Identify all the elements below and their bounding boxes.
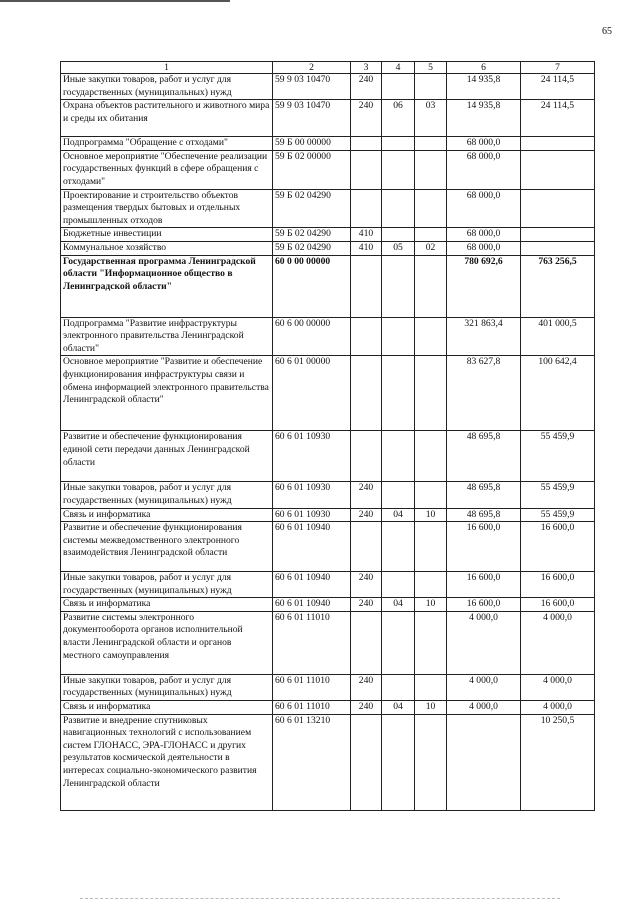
table-row <box>61 701 595 715</box>
row-col5: 10 <box>415 701 447 715</box>
row-name: Основное мероприятие "Развитие и обеспечение функционирования инфраструктуры связи и обмена информацией электронного правительства Ленинградской области" <box>61 356 273 431</box>
top-rule <box>0 0 230 2</box>
row-code: 60 6 01 10940 <box>273 598 351 612</box>
table-row <box>61 317 595 356</box>
row-amount-2023: 780 692,6 <box>447 255 521 317</box>
row-name: Связь и информатика <box>61 598 273 612</box>
table-row <box>61 598 595 612</box>
row-code: 59 Б 02 04290 <box>273 189 351 228</box>
row-col4 <box>382 255 415 317</box>
table-row <box>61 508 595 522</box>
row-code: 59 Б 02 00000 <box>273 150 351 189</box>
row-code: 60 6 01 00000 <box>273 356 351 431</box>
row-col4 <box>382 189 415 228</box>
row-name: Развитие и внедрение спутниковых навигационных технологий с использованием систем ГЛОНАСС, ЭРА-ГЛОНАСС и других результатов космической деятельности в интересах социально-экономического развития Ленинградской области <box>61 714 273 810</box>
column-header: 2 <box>273 62 351 74</box>
row-col3: 240 <box>351 482 382 508</box>
table-row <box>61 714 595 810</box>
row-amount-2023: 16 600,0 <box>447 522 521 572</box>
row-col5: 03 <box>415 100 447 137</box>
column-header: 1 <box>61 62 273 74</box>
row-code: 60 6 01 13210 <box>273 714 351 810</box>
row-amount-2023: 68 000,0 <box>447 189 521 228</box>
row-amount-2024: 55 459,9 <box>521 482 595 508</box>
row-amount-2023: 4 000,0 <box>447 674 521 700</box>
row-col4 <box>382 674 415 700</box>
table-row <box>61 189 595 228</box>
row-name: Связь и информатика <box>61 701 273 715</box>
row-name: Коммунальное хозяйство <box>61 241 273 255</box>
row-col3: 410 <box>351 241 382 255</box>
row-col4 <box>382 611 415 674</box>
row-amount-2024: 16 600,0 <box>521 572 595 598</box>
table-row <box>61 431 595 482</box>
row-col4 <box>382 137 415 151</box>
row-col4 <box>382 522 415 572</box>
row-name: Охрана объектов растительного и животного мира и среды их обитания <box>61 100 273 137</box>
row-code: 60 6 01 10930 <box>273 482 351 508</box>
table-row <box>61 611 595 674</box>
table-row <box>61 74 595 100</box>
row-name: Подпрограмма "Развитие инфраструктуры электронного правительства Ленинградской области" <box>61 317 273 356</box>
table-row <box>61 522 595 572</box>
column-header: 4 <box>382 62 415 74</box>
row-name: Государственная программа Ленинградской области "Информационное общество в Ленинградской области" <box>61 255 273 317</box>
row-code: 60 6 01 11010 <box>273 611 351 674</box>
row-code: 60 0 00 00000 <box>273 255 351 317</box>
row-amount-2024: 24 114,5 <box>521 74 595 100</box>
row-code: 60 6 01 11010 <box>273 701 351 715</box>
row-code: 59 9 03 10470 <box>273 100 351 137</box>
row-col3: 240 <box>351 74 382 100</box>
row-col5: 10 <box>415 598 447 612</box>
row-name: Связь и информатика <box>61 508 273 522</box>
row-amount-2024 <box>521 241 595 255</box>
row-col5 <box>415 482 447 508</box>
row-col3: 240 <box>351 701 382 715</box>
row-col5 <box>415 228 447 242</box>
row-col5 <box>415 714 447 810</box>
row-col5 <box>415 572 447 598</box>
row-col3 <box>351 150 382 189</box>
row-code: 59 Б 00 00000 <box>273 137 351 151</box>
row-name: Иные закупки товаров, работ и услуг для государственных (муниципальных) нужд <box>61 572 273 598</box>
row-amount-2023: 14 935,8 <box>447 74 521 100</box>
row-code: 60 6 01 10930 <box>273 508 351 522</box>
row-name: Развитие системы электронного документооборота органов исполнительной власти Ленинградской области и органов местного самоуправления <box>61 611 273 674</box>
row-col5 <box>415 356 447 431</box>
row-col4 <box>382 356 415 431</box>
row-code: 59 Б 02 04290 <box>273 241 351 255</box>
row-amount-2023: 48 695,8 <box>447 508 521 522</box>
row-col3 <box>351 137 382 151</box>
row-col3: 240 <box>351 598 382 612</box>
table-row <box>61 228 595 242</box>
row-amount-2024: 401 000,5 <box>521 317 595 356</box>
row-col3 <box>351 611 382 674</box>
row-col3: 410 <box>351 228 382 242</box>
table-body <box>61 74 595 811</box>
row-col5 <box>415 150 447 189</box>
row-col3: 240 <box>351 674 382 700</box>
row-amount-2024: 4 000,0 <box>521 674 595 700</box>
row-col4 <box>382 74 415 100</box>
table-row <box>61 255 595 317</box>
row-amount-2023 <box>447 714 521 810</box>
row-amount-2024 <box>521 189 595 228</box>
row-amount-2024 <box>521 228 595 242</box>
row-col4 <box>382 150 415 189</box>
row-amount-2024 <box>521 137 595 151</box>
row-col5 <box>415 74 447 100</box>
column-header: 6 <box>447 62 521 74</box>
row-amount-2024: 4 000,0 <box>521 701 595 715</box>
row-col5 <box>415 189 447 228</box>
row-col3 <box>351 356 382 431</box>
row-code: 60 6 00 00000 <box>273 317 351 356</box>
page-number: 65 <box>602 26 612 37</box>
table-row <box>61 100 595 137</box>
header-row <box>61 62 595 74</box>
row-name: Проектирование и строительство объектов размещения твердых бытовых и отдельных промышленных отходов <box>61 189 273 228</box>
table-row <box>61 150 595 189</box>
column-header: 5 <box>415 62 447 74</box>
row-col5 <box>415 255 447 317</box>
row-amount-2024: 55 459,9 <box>521 508 595 522</box>
row-code: 60 6 01 10940 <box>273 572 351 598</box>
row-col3: 240 <box>351 100 382 137</box>
row-col5: 10 <box>415 508 447 522</box>
row-col4: 05 <box>382 241 415 255</box>
row-amount-2023: 4 000,0 <box>447 611 521 674</box>
row-col4 <box>382 482 415 508</box>
row-col4 <box>382 228 415 242</box>
row-amount-2024: 24 114,5 <box>521 100 595 137</box>
row-amount-2023: 83 627,8 <box>447 356 521 431</box>
row-col3 <box>351 522 382 572</box>
bottom-rule <box>80 898 560 900</box>
row-col4 <box>382 431 415 482</box>
table-row <box>61 674 595 700</box>
row-amount-2024: 100 642,4 <box>521 356 595 431</box>
column-header: 7 <box>521 62 595 74</box>
row-amount-2023: 68 000,0 <box>447 228 521 242</box>
row-code: 60 6 01 10930 <box>273 431 351 482</box>
row-name: Иные закупки товаров, работ и услуг для государственных (муниципальных) нужд <box>61 674 273 700</box>
row-code: 60 6 01 10940 <box>273 522 351 572</box>
row-col4: 04 <box>382 598 415 612</box>
row-name: Основное мероприятие "Обеспечение реализации государственных функций в сфере обращения с отходами" <box>61 150 273 189</box>
row-col3: 240 <box>351 508 382 522</box>
row-col3: 240 <box>351 572 382 598</box>
row-col5: 02 <box>415 241 447 255</box>
column-header: 3 <box>351 62 382 74</box>
row-code: 59 9 03 10470 <box>273 74 351 100</box>
row-amount-2024: 55 459,9 <box>521 431 595 482</box>
row-amount-2023: 14 935,8 <box>447 100 521 137</box>
row-col5 <box>415 674 447 700</box>
row-amount-2024 <box>521 150 595 189</box>
row-name: Подпрограмма "Обращение с отходами" <box>61 137 273 151</box>
row-col3 <box>351 317 382 356</box>
table-row <box>61 572 595 598</box>
row-name: Бюджетные инвестиции <box>61 228 273 242</box>
budget-table <box>60 61 595 811</box>
row-amount-2023: 4 000,0 <box>447 701 521 715</box>
row-amount-2023: 16 600,0 <box>447 598 521 612</box>
row-name: Иные закупки товаров, работ и услуг для государственных (муниципальных) нужд <box>61 74 273 100</box>
row-col4 <box>382 572 415 598</box>
table-row <box>61 356 595 431</box>
row-code: 59 Б 02 04290 <box>273 228 351 242</box>
row-amount-2024: 16 600,0 <box>521 522 595 572</box>
row-amount-2024: 16 600,0 <box>521 598 595 612</box>
table-row <box>61 137 595 151</box>
row-name: Развитие и обеспечение функционирования системы межведомственного электронного взаимодействия Ленинградской области <box>61 522 273 572</box>
row-col5 <box>415 137 447 151</box>
row-col3 <box>351 714 382 810</box>
row-amount-2023: 321 863,4 <box>447 317 521 356</box>
row-col4 <box>382 714 415 810</box>
table-row <box>61 241 595 255</box>
row-col4: 06 <box>382 100 415 137</box>
row-col4 <box>382 317 415 356</box>
row-amount-2023: 48 695,8 <box>447 482 521 508</box>
row-amount-2024: 4 000,0 <box>521 611 595 674</box>
row-amount-2023: 68 000,0 <box>447 241 521 255</box>
row-amount-2024: 10 250,5 <box>521 714 595 810</box>
row-col5 <box>415 522 447 572</box>
row-amount-2023: 48 695,8 <box>447 431 521 482</box>
table-row <box>61 482 595 508</box>
row-col3 <box>351 431 382 482</box>
row-name: Развитие и обеспечение функционирования единой сети передачи данных Ленинградской области <box>61 431 273 482</box>
row-amount-2023: 68 000,0 <box>447 150 521 189</box>
row-amount-2023: 68 000,0 <box>447 137 521 151</box>
row-col3 <box>351 189 382 228</box>
row-col3 <box>351 255 382 317</box>
row-col5 <box>415 431 447 482</box>
row-amount-2024: 763 256,5 <box>521 255 595 317</box>
row-amount-2023: 16 600,0 <box>447 572 521 598</box>
row-name: Иные закупки товаров, работ и услуг для государственных (муниципальных) нужд <box>61 482 273 508</box>
row-code: 60 6 01 11010 <box>273 674 351 700</box>
row-col4: 04 <box>382 508 415 522</box>
row-col5 <box>415 611 447 674</box>
row-col4: 04 <box>382 701 415 715</box>
row-col5 <box>415 317 447 356</box>
